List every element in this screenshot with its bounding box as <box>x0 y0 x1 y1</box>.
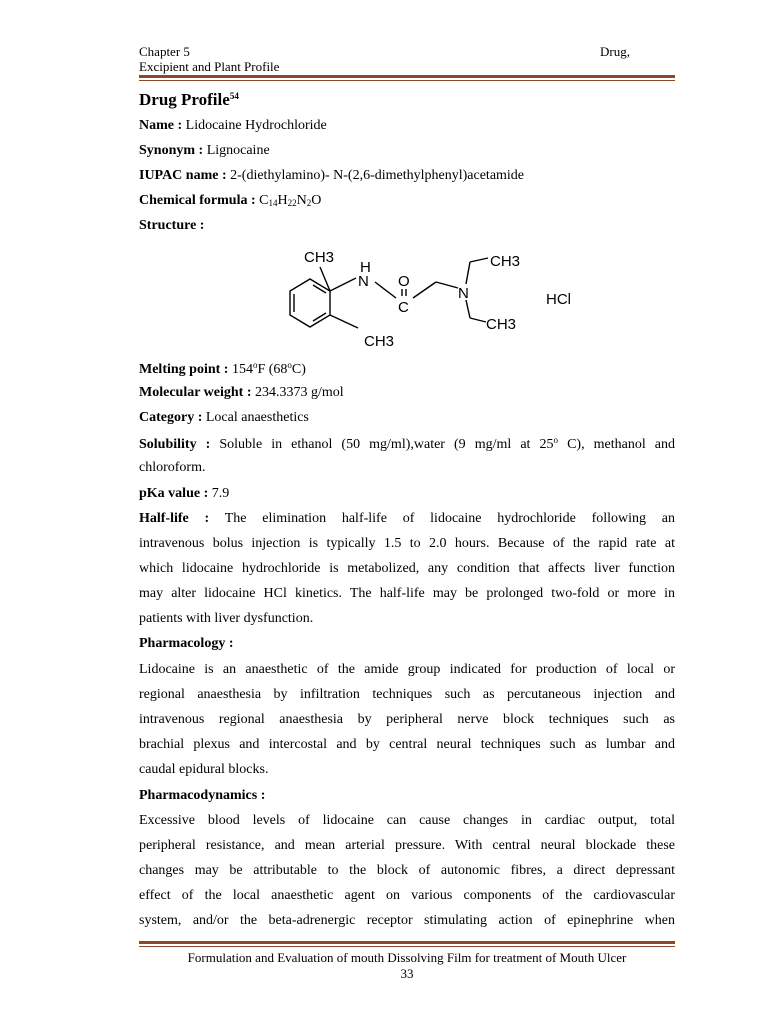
pka-field <box>139 486 229 502</box>
synonym-field <box>139 143 270 159</box>
category-value: Local anaesthetics <box>205 410 309 425</box>
name-value: Lidocaine Hydrochloride <box>185 118 327 133</box>
lidocaine-structure-diagram <box>270 240 610 352</box>
synonym-value: Lignocaine <box>206 143 270 158</box>
carbonyl-o-label: O <box>398 273 410 290</box>
pharmacology-text: caudal epidural blocks. <box>139 762 269 777</box>
half-life-text: may alter lidocaine HCl kinetics. The half-life may be prolonged two-fold or more in <box>139 586 675 601</box>
half-life-field <box>139 511 675 527</box>
amine-n-label: N <box>458 285 469 302</box>
pka-label: pKa value : <box>139 486 209 501</box>
benzene-ring <box>290 279 330 327</box>
half-life-label: Half-life : <box>139 511 210 526</box>
header-right: Drug, <box>600 44 630 59</box>
footer-title: Formulation and Evaluation of mouth Dissolving Film for treatment of Mouth Ulcer <box>187 950 627 965</box>
structure-label: Structure : <box>139 218 205 233</box>
amide-h-label: H <box>360 259 371 276</box>
half-life-text: The elimination half-life of lidocaine hydrochloride following an <box>224 511 676 526</box>
header-rule <box>139 75 675 81</box>
molecular-weight-value: 234.3373 g/mol <box>255 385 344 400</box>
pharmacodynamics-heading: Pharmacodynamics : <box>139 788 266 803</box>
structure-field <box>139 218 204 234</box>
iupac-value: 2-(diethylamino)- N-(2,6-dimethylphenyl)acetamide <box>230 168 525 183</box>
footer-rule <box>139 941 675 947</box>
pharmacodynamics-text: changes may be attributable to the block of autonomic fibres, a direct depressant <box>139 863 675 878</box>
ch3-upper-right-label: CH3 <box>490 253 521 270</box>
half-life-text: patients with liver dysfunction. <box>139 611 314 626</box>
half-life-text: which lidocaine hydrochloride is metabolized, any condition that affects liver function <box>139 561 675 576</box>
header-subtitle: Excipient and Plant Profile <box>139 59 280 74</box>
section-title-text: Drug Profile <box>139 90 230 109</box>
formula-label: Chemical formula : <box>139 193 256 208</box>
solubility-field: Solubility : Soluble in ethanol (50 mg/ml),water (9 mg/ml at 25$^o$ C), methanol and <box>139 435 676 452</box>
header-chapter: Chapter 5 <box>139 44 190 59</box>
pharmacology-heading: Pharmacology : <box>139 636 234 651</box>
carbonyl-c-label: C <box>398 299 409 316</box>
pharmacology-text: intravenous regional anaesthesia by peripheral nerve block techniques such as <box>139 712 675 727</box>
synonym-label: Synonym : <box>139 143 204 158</box>
pharmacodynamics-text: Excessive blood levels of lidocaine can cause changes in cardiac output, total <box>139 813 675 828</box>
category-label: Category : <box>139 410 203 425</box>
pharmacology-text: regional anaesthesia by infiltration techniques such as percutaneous injection and <box>139 687 675 702</box>
section-reference: 54 <box>229 91 239 101</box>
formula-value: $C_{14}H_{22}N_2O$ <box>259 193 322 208</box>
solubility-text-cont: chloroform. <box>139 460 206 475</box>
name-field <box>139 118 327 134</box>
name-label: Name : <box>139 118 183 133</box>
formula-field <box>139 193 321 209</box>
melting-point-field <box>139 360 306 378</box>
ch3-bottom-label: CH3 <box>364 333 395 350</box>
ch3-top-label: CH3 <box>304 249 335 266</box>
melting-point-label: Melting point : <box>139 362 229 377</box>
pharmacodynamics-text: system, and/or the beta-adrenergic receptor stimulating action of epinephrine when <box>139 913 675 928</box>
iupac-label: IUPAC name : <box>139 168 227 183</box>
pka-value: 7.9 <box>211 486 230 501</box>
half-life-text: intravenous bolus injection is typically 1.5 to 2.0 hours. Because of the rapid rate at <box>139 536 675 551</box>
ch3-lower-right-label: CH3 <box>486 316 517 333</box>
molecular-weight-label: Molecular weight : <box>139 385 252 400</box>
category-field <box>139 410 309 426</box>
molecular-weight-field <box>139 385 344 401</box>
solubility-text: Soluble in ethanol (50 mg/ml),water (9 mg/ml at 25 <box>219 437 554 452</box>
section-title <box>139 90 239 110</box>
pharmacology-text: brachial plexus and intercostal and by central neural techniques such as lumbar and <box>139 737 675 752</box>
page-number: 33 <box>400 966 414 981</box>
iupac-field <box>139 168 524 184</box>
melting-point-value: 154$^o$F (68$^o$C) <box>231 360 306 377</box>
pharmacodynamics-text: peripheral resistance, and mean arterial pressure. With central neural blockade these <box>139 838 675 853</box>
hcl-label: HCl <box>546 291 571 308</box>
pharmacology-text: Lidocaine is an anaesthetic of the amide group indicated for production of local or <box>139 662 675 677</box>
solubility-label: Solubility : <box>139 437 211 452</box>
amide-n-label: N <box>358 273 369 290</box>
pharmacodynamics-text: effect of the local anaesthetic agent on various components of the cardiovascular <box>139 888 675 903</box>
